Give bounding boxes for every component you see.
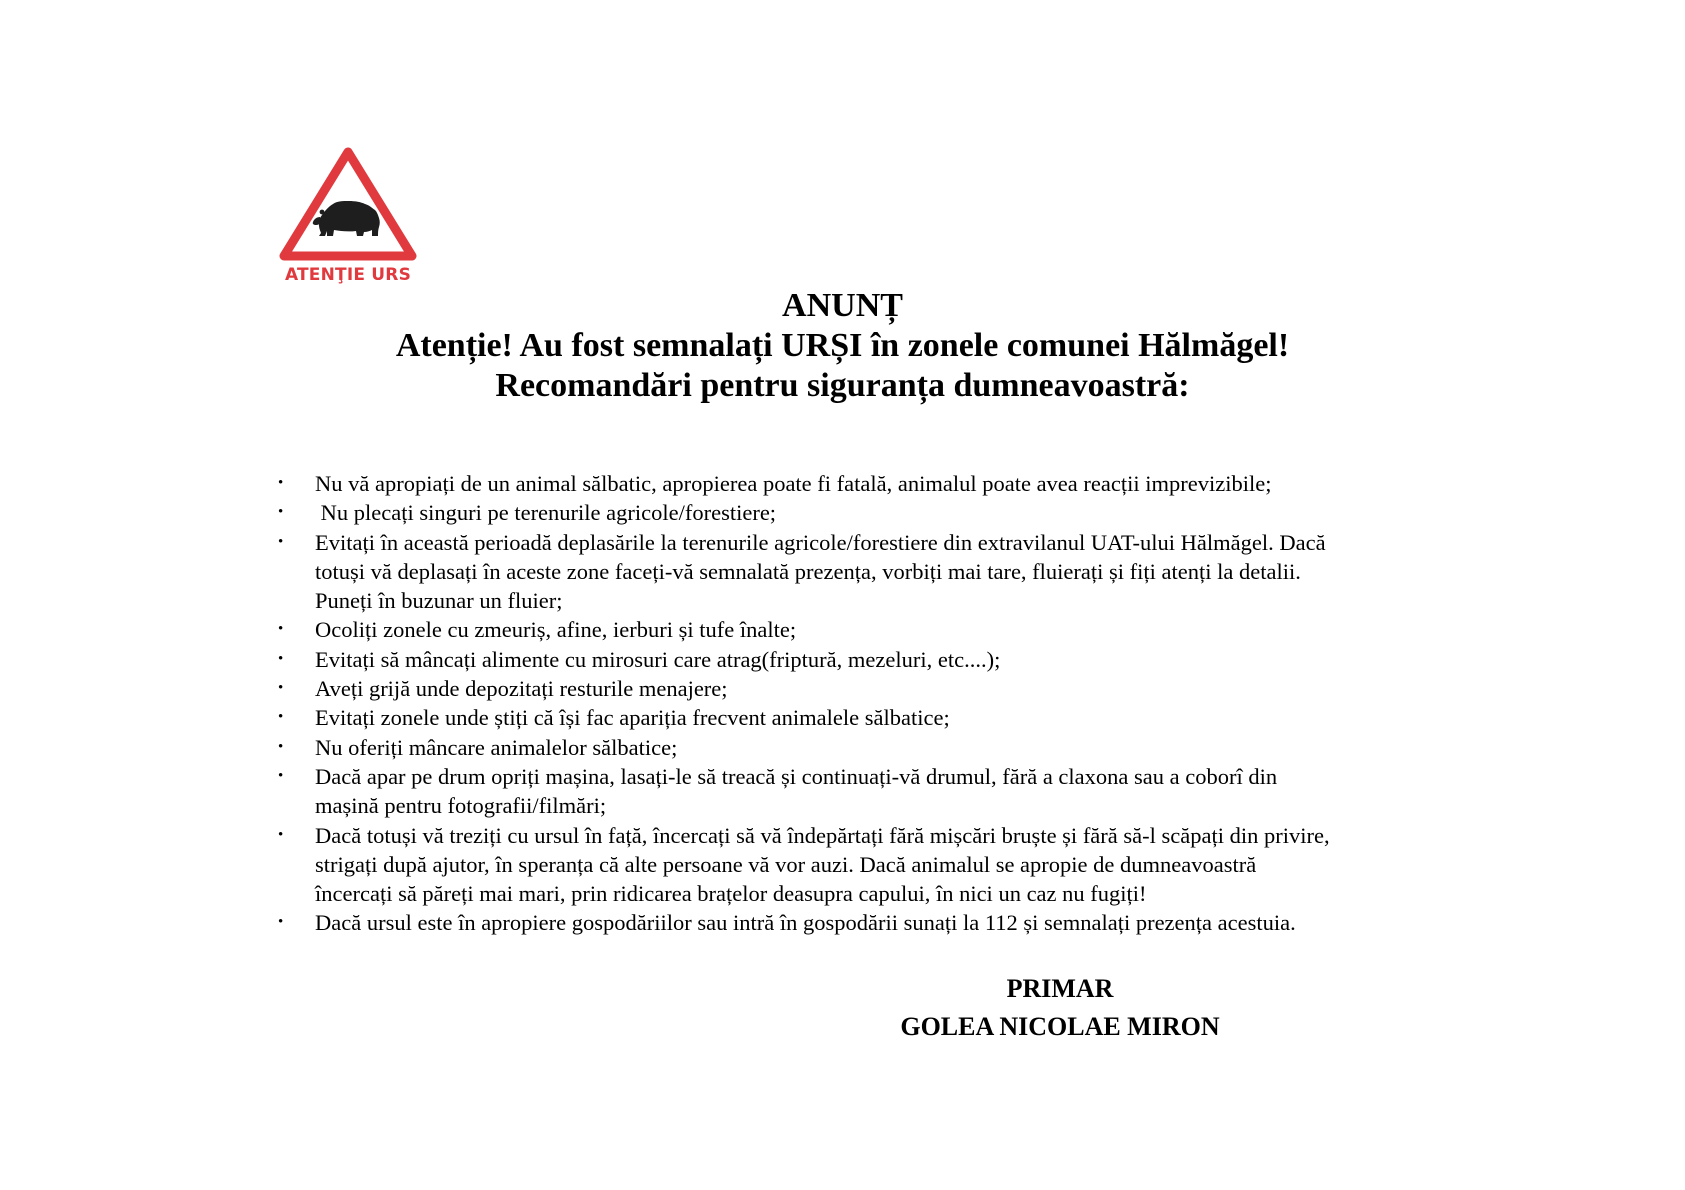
list-item xyxy=(278,615,1438,644)
list-item xyxy=(278,703,1438,732)
bullet-icon: • xyxy=(278,621,284,638)
bullet-icon: • xyxy=(278,475,284,491)
bullet-icon: • xyxy=(278,767,284,784)
recommendation-line: încercați să păreți mai mari, prin ridicarea brațelor deasupra capului, în nici un caz nu fugiți! xyxy=(315,881,1147,907)
warning-triangle-icon xyxy=(276,146,420,264)
list-item xyxy=(278,674,1438,703)
recommendation-line: Puneți în buzunar un fluier; xyxy=(315,588,563,614)
recommendation-line: Aveți grijă unde depozitați resturile menajere; xyxy=(315,676,728,702)
list-item xyxy=(278,821,1438,909)
recommendation-line: Evitați în această perioadă deplasările la terenurile agricole/forestiere din extravilanul UAT-ului Hălmăgel. Dacă xyxy=(315,529,1326,555)
bullet-icon: • xyxy=(278,533,284,550)
list-item xyxy=(278,645,1438,674)
recommendation-line: Nu plecați singuri pe terenurile agricole/forestiere; xyxy=(315,500,777,526)
bullet-icon: • xyxy=(278,738,284,755)
recommendation-line: Ocoliți zonele cu zmeuriș, afine, ierburi și tufe înalte; xyxy=(315,617,797,643)
bullet-icon: • xyxy=(278,914,284,931)
list-item xyxy=(278,528,1438,616)
signature-name: GOLEA NICOLAE MIRON xyxy=(900,1012,1220,1041)
signature-block xyxy=(840,970,1280,1046)
signature-role: PRIMAR xyxy=(1006,974,1114,1003)
announcement-subtitle: Atenție! Au fost semnalați URȘI în zonele comunei Hălmăgel! xyxy=(395,327,1290,364)
recommendation-line: strigați după ajutor, în speranța că alte persoane vă vor auzi. Dacă animalul se apropie de dumneavoastră xyxy=(315,851,1257,877)
recommendation-line: Dacă apar pe drum opriți mașina, lasați-le să treacă și continuați-vă drumul, fără a claxona sau a coborî din xyxy=(315,763,1278,789)
bullet-icon: • xyxy=(278,709,284,726)
recommendation-line: Dacă ursul este în apropiere gospodăriilor sau intră în gospodării sunați la 112 și semnalați prezența acestuia. xyxy=(315,910,1296,936)
list-item xyxy=(278,498,1438,527)
list-item xyxy=(278,469,1438,498)
bullet-icon: • xyxy=(278,680,284,697)
recommendation-line: totuși vă deplasați în aceste zone faceți-vă semnalată prezența, vorbiți mai tare, fluierați și fiți atenți la detalii. xyxy=(315,558,1301,584)
bear-warning-sign xyxy=(276,146,420,286)
recommendation-line: Evitați zonele unde știți că își fac apariția frecvent animalele sălbatice; xyxy=(315,705,950,731)
announcement-title: ANUNȚ xyxy=(782,287,903,324)
bullet-icon: • xyxy=(278,826,284,843)
recommendation-line: mașină pentru fotografii/filmări; xyxy=(315,793,607,819)
bullet-icon: • xyxy=(278,650,284,667)
announcement-heading xyxy=(300,286,1385,406)
recommendation-line: Nu vă apropiați de un animal sălbatic, apropierea poate fi fatală, animalul poate avea reacții imprevizibile; xyxy=(315,471,1272,496)
recommendations-intro: Recomandări pentru siguranța dumneavoastră: xyxy=(495,367,1190,404)
recommendation-line: Nu oferiți mâncare animalelor sălbatice; xyxy=(315,734,678,760)
list-item xyxy=(278,762,1438,821)
recommendations-list xyxy=(278,469,1438,938)
list-item xyxy=(278,908,1438,937)
list-item xyxy=(278,733,1438,762)
recommendation-line: Evitați să mâncați alimente cu mirosuri care atrag(friptură, mezeluri, etc....); xyxy=(315,646,1001,672)
sign-label: ATENŢIE URS xyxy=(284,265,412,285)
recommendation-line: Dacă totuși vă treziți cu ursul în față, încercați să vă îndepărtați fără mișcări bruște și fără să-l scăpați din privire, xyxy=(315,822,1330,848)
bullet-icon: • xyxy=(278,504,284,521)
